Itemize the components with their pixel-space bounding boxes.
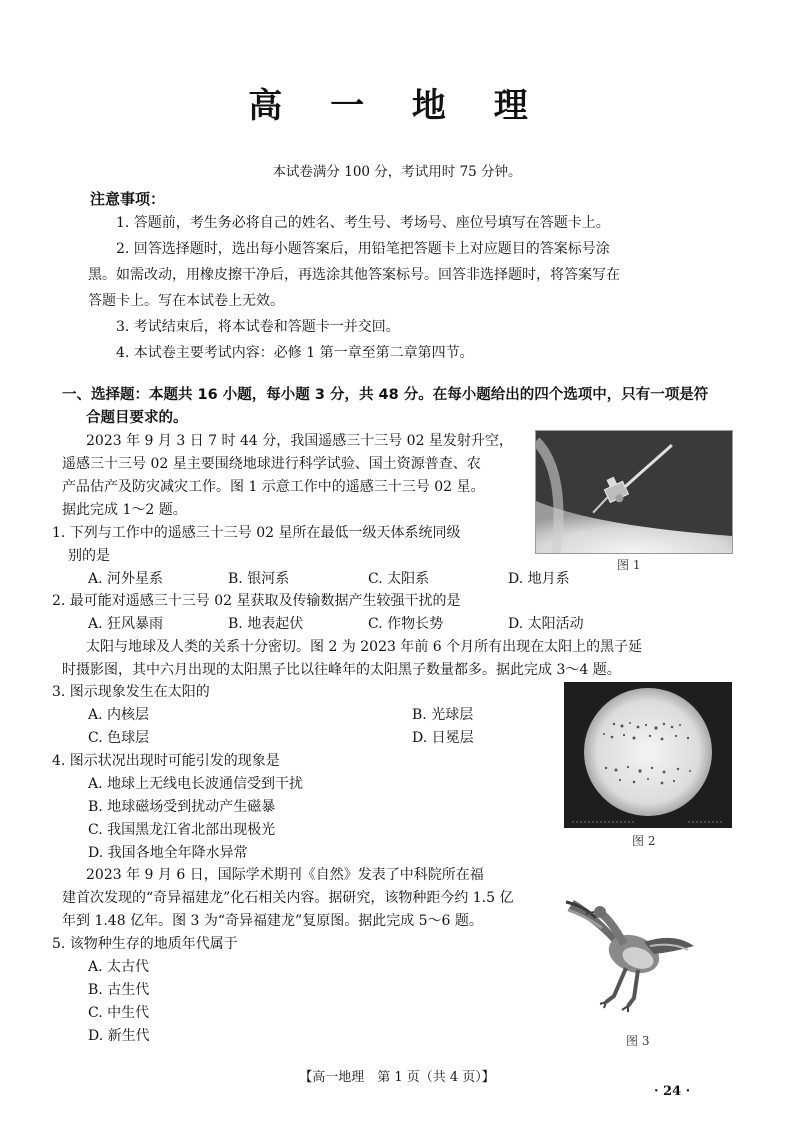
figure-2-sunspots (564, 682, 732, 828)
question-5-options (88, 956, 388, 1048)
passage-line: 遥感三十三号 02 星主要围绕地球进行科学试验、国土资源普查、农 (62, 456, 481, 472)
exam-info: 本试卷满分 100 分，考试用时 75 分钟。 (272, 164, 522, 180)
passage-line: 时摄影图，其中六月出现的太阳黑子比以往峰年的太阳黑子数量都多。据此完成 3～4 题。 (62, 662, 621, 678)
question-1 (52, 522, 532, 568)
question-stem: 1. 下列与工作中的遥感三十三号 02 星所在最低一级天体系统同级 (52, 525, 461, 541)
figure-1-caption: 图 1 (617, 558, 641, 572)
passage-line: 年到 1.48 亿年。图 3 为“奇异福建龙”复原图。据此完成 5～6 题。 (62, 913, 483, 929)
section-heading-line: 一、选择题：本题共 16 小题，每小题 3 分，共 48 分。在每小题给出的四个选项中，只有一项是符 (62, 387, 709, 403)
option-b[interactable]: B. 古生代 (88, 982, 150, 998)
dinosaur-image (554, 872, 714, 1022)
page-code: · 24 · (654, 1084, 691, 1099)
passage-line: 产品估产及防灾减灾工作。图 1 示意工作中的遥感三十三号 02 星。 (62, 479, 485, 495)
question-4-stem: 4. 图示状况出现时可能引发的现象是 (52, 753, 280, 769)
question-2-stem: 2. 最可能对遥感三十三号 02 星获取及传输数据产生较强干扰的是 (52, 593, 461, 609)
passage-1 (62, 430, 532, 522)
notice-item: 4. 本试卷主要考试内容：必修 1 第一章至第二章第四节。 (116, 345, 474, 361)
page-footer: 【高一地理 第 1 页（共 4 页）】 (299, 1070, 495, 1085)
question-2-options (88, 613, 648, 636)
option-c[interactable]: C. 我国黑龙江省北部出现极光 (88, 822, 276, 838)
passage-line: 建首次发现的“奇异福建龙”化石相关内容。据研究，该物种距今约 1.5 亿 (62, 890, 514, 906)
option-d[interactable]: D. 太阳活动 (508, 616, 584, 632)
option-c[interactable]: C. 作物长势 (368, 616, 444, 632)
option-a[interactable]: A. 太古代 (88, 959, 150, 975)
question-4-options (88, 773, 528, 865)
option-d[interactable]: D. 日冕层 (412, 730, 474, 746)
sun-image (564, 682, 732, 828)
section-heading-line: 合题目要求的。 (86, 410, 188, 426)
option-b[interactable]: B. 银河系 (228, 571, 290, 587)
question-3-options (88, 704, 548, 750)
question-5-stem: 5. 该物种生存的地质年代属于 (52, 936, 238, 952)
notice-list (88, 210, 696, 366)
notice-item: 1. 答题前，考生务必将自己的姓名、考生号、考场号、座位号填写在答题卡上。 (116, 215, 610, 231)
page-title: 高 一 地 理 (248, 86, 546, 126)
notice-item: 黑。如需改动，用橡皮擦干净后，再选涂其他答案标号。回答非选择题时，将答案写在 (88, 267, 620, 283)
figure-2-caption: 图 2 (632, 834, 656, 848)
figure-1-satellite (535, 430, 733, 554)
option-a[interactable]: A. 河外星系 (88, 571, 164, 587)
option-b[interactable]: B. 地球磁场受到扰动产生磁暴 (88, 799, 276, 815)
passage-line: 2023 年 9 月 6 日，国际学术期刊《自然》发表了中科院所在福 (86, 867, 484, 883)
notice-item: 2. 回答选择题时，选出每小题答案后，用铅笔把答题卡上对应题目的答案标号涂 (116, 241, 610, 257)
option-d[interactable]: D. 新生代 (88, 1028, 150, 1044)
notice-item: 答题卡上。写在本试卷上无效。 (88, 293, 284, 309)
option-a[interactable]: A. 内核层 (88, 707, 150, 723)
option-d[interactable]: D. 地月系 (508, 571, 570, 587)
section-heading (62, 384, 714, 430)
option-b[interactable]: B. 光球层 (412, 707, 474, 723)
option-a[interactable]: A. 狂风暴雨 (88, 616, 164, 632)
satellite-image (536, 431, 732, 553)
passage-line: 2023 年 9 月 3 日 7 时 44 分，我国遥感三十三号 02 星发射升空， (86, 433, 513, 449)
passage-2 (62, 636, 732, 682)
passage-line: 太阳与地球及人类的关系十分密切。图 2 为 2023 年前 6 个月所有出现在太阳上的黑子延 (86, 639, 643, 655)
passage-3 (62, 864, 562, 933)
passage-line: 据此完成 1～2 题。 (62, 502, 187, 518)
option-c[interactable]: C. 色球层 (88, 730, 150, 746)
option-c[interactable]: C. 中生代 (88, 1005, 150, 1021)
notice-item: 3. 考试结束后，将本试卷和答题卡一并交回。 (116, 319, 400, 335)
question-1-options (88, 568, 648, 591)
question-3-stem: 3. 图示现象发生在太阳的 (52, 684, 210, 700)
option-c[interactable]: C. 太阳系 (368, 571, 430, 587)
option-a[interactable]: A. 地球上无线电长波通信受到干扰 (88, 776, 304, 792)
notice-heading: 注意事项： (90, 190, 166, 208)
option-b[interactable]: B. 地表起伏 (228, 616, 304, 632)
figure-3-caption: 图 3 (626, 1034, 650, 1048)
question-stem: 别的是 (68, 548, 110, 564)
option-d[interactable]: D. 我国各地全年降水异常 (88, 845, 248, 861)
figure-3-dinosaur (554, 872, 714, 1022)
